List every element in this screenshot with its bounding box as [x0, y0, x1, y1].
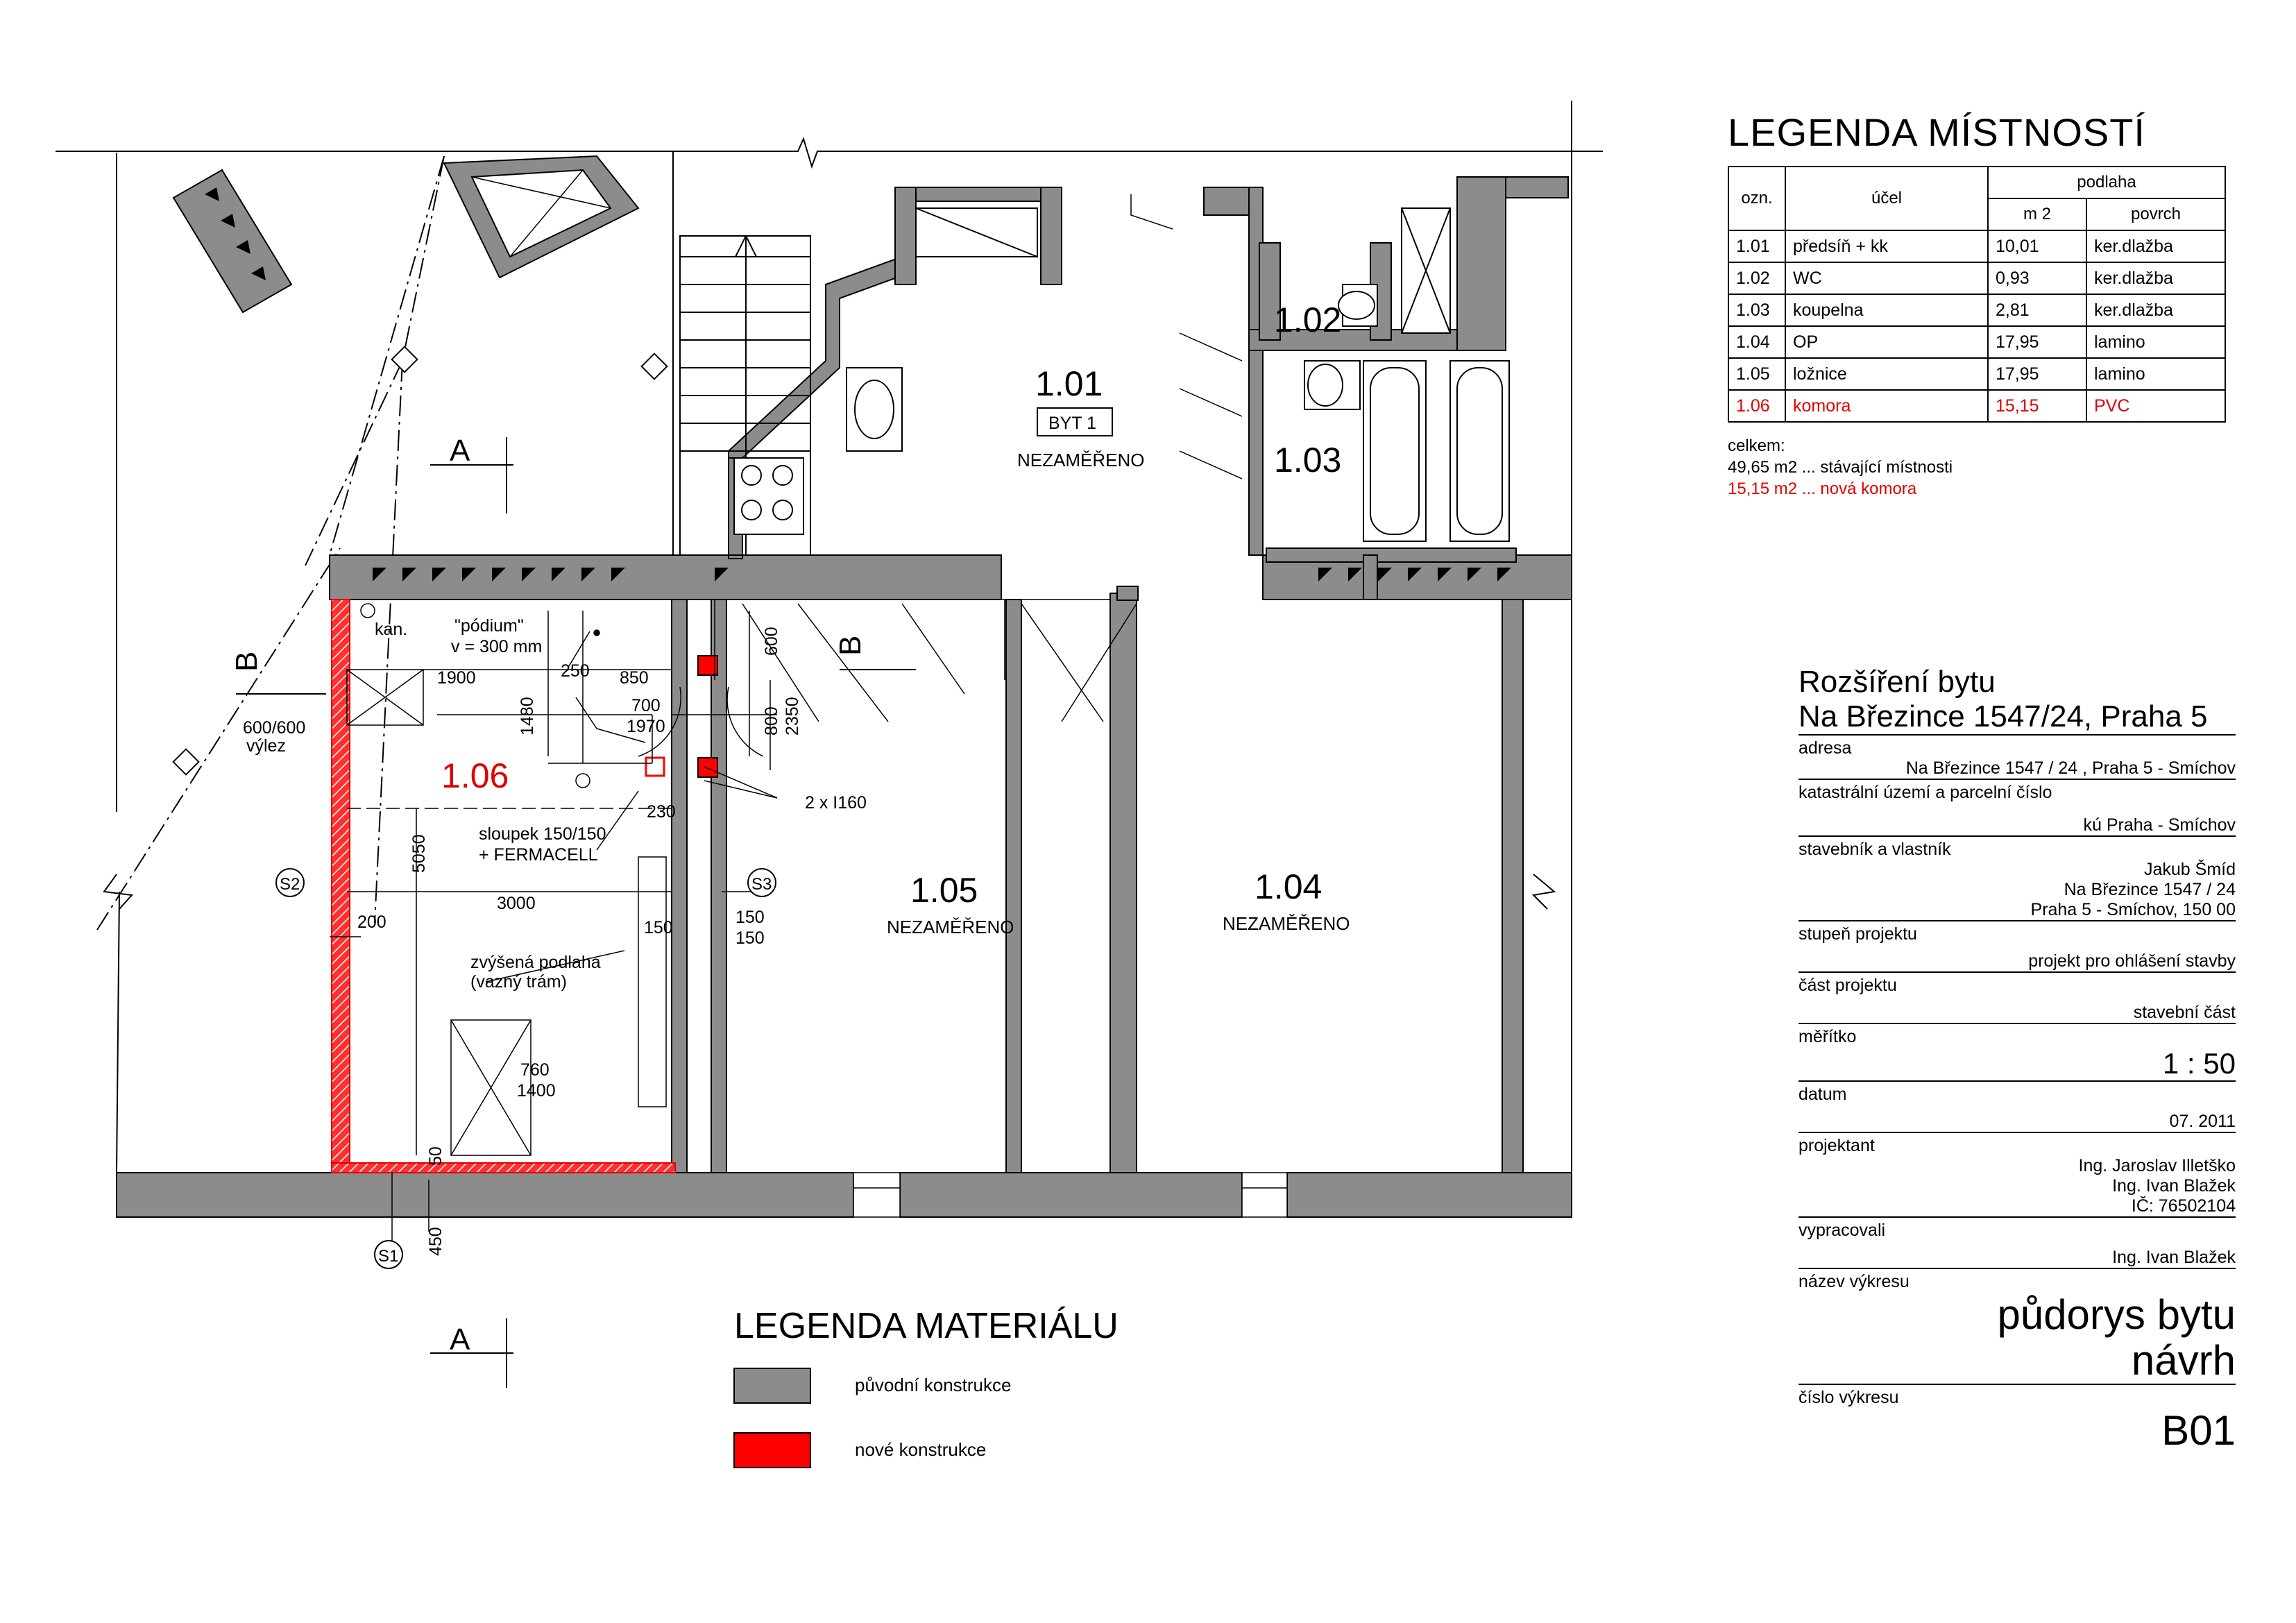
total-new: 15,15 m2 ... nová komora: [1728, 479, 1917, 498]
dim-800: 800: [762, 706, 781, 736]
totals-label: celkem:: [1728, 436, 1785, 455]
material-legend-title: LEGENDA MATERIÁLU: [734, 1306, 1119, 1346]
room-legend: [1728, 110, 2241, 500]
room-101-note: NEZAMĚŘENO: [1017, 450, 1145, 470]
dim-200: 200: [357, 912, 386, 932]
dim-50: 50: [426, 1146, 445, 1166]
annotation-fermacell: + FERMACELL: [479, 845, 598, 865]
header-podlaha: podlaha: [1988, 167, 2225, 198]
room-104-note: NEZAMĚŘENO: [1223, 913, 1350, 934]
room-table-row: [1728, 294, 2225, 326]
room-104-label: 1.04: [1255, 867, 1323, 906]
section-b-left: B: [230, 651, 264, 672]
dim-3000: 3000: [497, 894, 536, 913]
section-b-middle: B: [833, 635, 867, 656]
room-cell-povrch: PVC: [2086, 390, 2225, 422]
room-table-row: [1728, 358, 2225, 390]
datum-value: 07. 2011: [2169, 1112, 2236, 1131]
nazev-1: půdorys bytu: [1997, 1291, 2236, 1338]
stavebnik-1: Jakub Šmíd: [2143, 860, 2236, 879]
header-m2: m 2: [1988, 198, 2086, 230]
room-table-row: [1728, 326, 2225, 358]
room-cell-ucel: ložnice: [1785, 358, 1988, 390]
room-cell-m2: 15,15: [1988, 390, 2086, 422]
room-legend-title: LEGENDA MÍSTNOSTÍ: [1728, 110, 2145, 154]
room-cell-ozn: 1.06: [1728, 390, 1785, 422]
annotation-podium-height: v = 300 mm: [451, 637, 543, 656]
adresa-value: Na Březince 1547 / 24 , Praha 5 - Smíchov: [1905, 758, 2236, 778]
vypracovali-value: Ing. Ivan Blažek: [2112, 1248, 2236, 1267]
room-cell-ozn: 1.04: [1728, 326, 1785, 358]
dim-150c: 150: [735, 928, 765, 948]
header-povrch: povrch: [2086, 198, 2225, 230]
projektant-label: projektant: [1798, 1136, 1875, 1155]
room-cell-ozn: 1.02: [1728, 262, 1785, 294]
room-101-label: 1.01: [1035, 364, 1103, 403]
room-cell-povrch: lamino: [2086, 358, 2225, 390]
material-swatch-new: [734, 1433, 810, 1468]
room-102-label: 1.02: [1274, 300, 1342, 339]
annotation-floor: zvýšená podlaha: [470, 953, 601, 972]
dim-1480: 1480: [518, 697, 537, 736]
project-title-1: Rozšíření bytu: [1798, 665, 1996, 699]
dim-1900: 1900: [437, 668, 476, 688]
room-table-header: [1728, 167, 2225, 198]
room-105-label: 1.05: [910, 871, 978, 910]
room-101-box: BYT 1: [1048, 414, 1097, 433]
section-s2: S2: [280, 875, 300, 894]
room-cell-povrch: ker.dlažba: [2086, 262, 2225, 294]
nazev-2: návrh: [2131, 1337, 2236, 1384]
room-103-label: 1.03: [1274, 441, 1342, 479]
dim-850: 850: [620, 668, 649, 688]
room-table-row: [1728, 262, 2225, 294]
room-cell-povrch: lamino: [2086, 326, 2225, 358]
title-block: [1798, 665, 2236, 1454]
dim-1400: 1400: [517, 1081, 556, 1101]
material-legend: [734, 1306, 1119, 1468]
roof-window-left: [173, 170, 291, 312]
room-cell-m2: 10,01: [1988, 230, 2086, 262]
room-cell-m2: 0,93: [1988, 262, 2086, 294]
cast-label: část projektu: [1798, 976, 1897, 995]
header-ozn: ozn.: [1728, 167, 1785, 230]
stavebnik-2: Na Březince 1547 / 24: [2064, 880, 2236, 899]
katastr-label: katastrální území a parcelní číslo: [1798, 783, 2052, 802]
stavebnik-label: stavebník a vlastník: [1798, 840, 1951, 859]
fixtures: [734, 208, 1509, 541]
projektant-2: Ing. Ivan Blažek: [2112, 1176, 2236, 1196]
nazev-label: název výkresu: [1798, 1272, 1910, 1291]
room-cell-m2: 17,95: [1988, 326, 2086, 358]
room-cell-ozn: 1.01: [1728, 230, 1785, 262]
section-s3: S3: [751, 875, 772, 894]
material-label-new: nové konstrukce: [855, 1439, 987, 1460]
dim-1970: 1970: [627, 717, 665, 736]
room-cell-povrch: ker.dlažba: [2086, 230, 2225, 262]
header-ucel: účel: [1785, 167, 1988, 230]
dim-230: 230: [647, 802, 676, 822]
vypracovali-label: vypracovali: [1798, 1221, 1886, 1240]
stupen-label: stupeň projektu: [1798, 924, 1917, 944]
annotation-vylez-size: 600/600: [243, 718, 306, 738]
annotation-kan: kan.: [375, 620, 408, 639]
annotation-vylez: výlez: [246, 736, 286, 756]
total-existing: 49,65 m2 ... stávající místnosti: [1728, 458, 1953, 477]
room-cell-ucel: předsíň + kk: [1785, 230, 1988, 262]
material-label-original: původní konstrukce: [855, 1375, 1012, 1395]
dimension-labels: [357, 627, 802, 1256]
room-cell-m2: 2,81: [1988, 294, 2086, 326]
annotation-podium: "pódium": [454, 616, 524, 636]
dim-760: 760: [520, 1060, 550, 1080]
projektant-3: IČ: 76502104: [2131, 1196, 2236, 1216]
room-cell-ucel: komora: [1785, 390, 1988, 422]
section-a-bottom: A: [450, 1323, 470, 1357]
annotation-column: sloupek 150/150: [479, 824, 606, 844]
meritko-label: měřítko: [1798, 1027, 1857, 1046]
dim-600: 600: [762, 627, 781, 656]
room-cell-ucel: koupelna: [1785, 294, 1988, 326]
stavebnik-3: Praha 5 - Smíchov, 150 00: [2030, 900, 2236, 919]
dim-450: 450: [426, 1227, 445, 1256]
datum-label: datum: [1798, 1085, 1847, 1104]
room-cell-ozn: 1.03: [1728, 294, 1785, 326]
dim-150b: 150: [735, 908, 765, 927]
room-105-note: NEZAMĚŘENO: [887, 917, 1014, 937]
meritko-value: 1 : 50: [2162, 1047, 2236, 1080]
roof-window-top: [444, 156, 638, 278]
room-table-row: [1728, 390, 2225, 422]
room-106-interior: [330, 604, 777, 1242]
katastr-value: kú Praha - Smíchov: [2083, 815, 2236, 835]
room-totals: [1728, 435, 2241, 500]
cast-value: stavební část: [2133, 1003, 2236, 1022]
room-table-row: [1728, 230, 2225, 262]
room-cell-povrch: ker.dlažba: [2086, 294, 2225, 326]
room-106-label: 1.06: [441, 756, 509, 795]
annotation-beam: (vazný trám): [470, 972, 567, 992]
room-cell-ucel: WC: [1785, 262, 1988, 294]
room-legend-table: [1728, 166, 2226, 423]
cislo-value: B01: [2161, 1407, 2236, 1454]
room-cell-ozn: 1.05: [1728, 358, 1785, 390]
room-cell-m2: 17,95: [1988, 358, 2086, 390]
dim-2350: 2350: [783, 697, 802, 736]
projektant-1: Ing. Jaroslav Illetško: [2078, 1156, 2236, 1175]
project-title-2: Na Březince 1547/24, Praha 5: [1798, 699, 2208, 733]
material-swatch-original: [734, 1368, 810, 1403]
stupen-value: projekt pro ohlášení stavby: [2028, 951, 2236, 971]
adresa-label: adresa: [1798, 738, 1852, 758]
dim-700: 700: [631, 696, 661, 715]
room-cell-ucel: OP: [1785, 326, 1988, 358]
section-s1: S1: [378, 1247, 399, 1266]
annotation-beams: 2 x I160: [805, 793, 867, 813]
cislo-label: číslo výkresu: [1798, 1388, 1899, 1407]
dim-250: 250: [561, 661, 590, 681]
section-a-top: A: [450, 434, 470, 468]
dim-150a: 150: [644, 918, 673, 937]
dim-5050: 5050: [409, 834, 429, 873]
